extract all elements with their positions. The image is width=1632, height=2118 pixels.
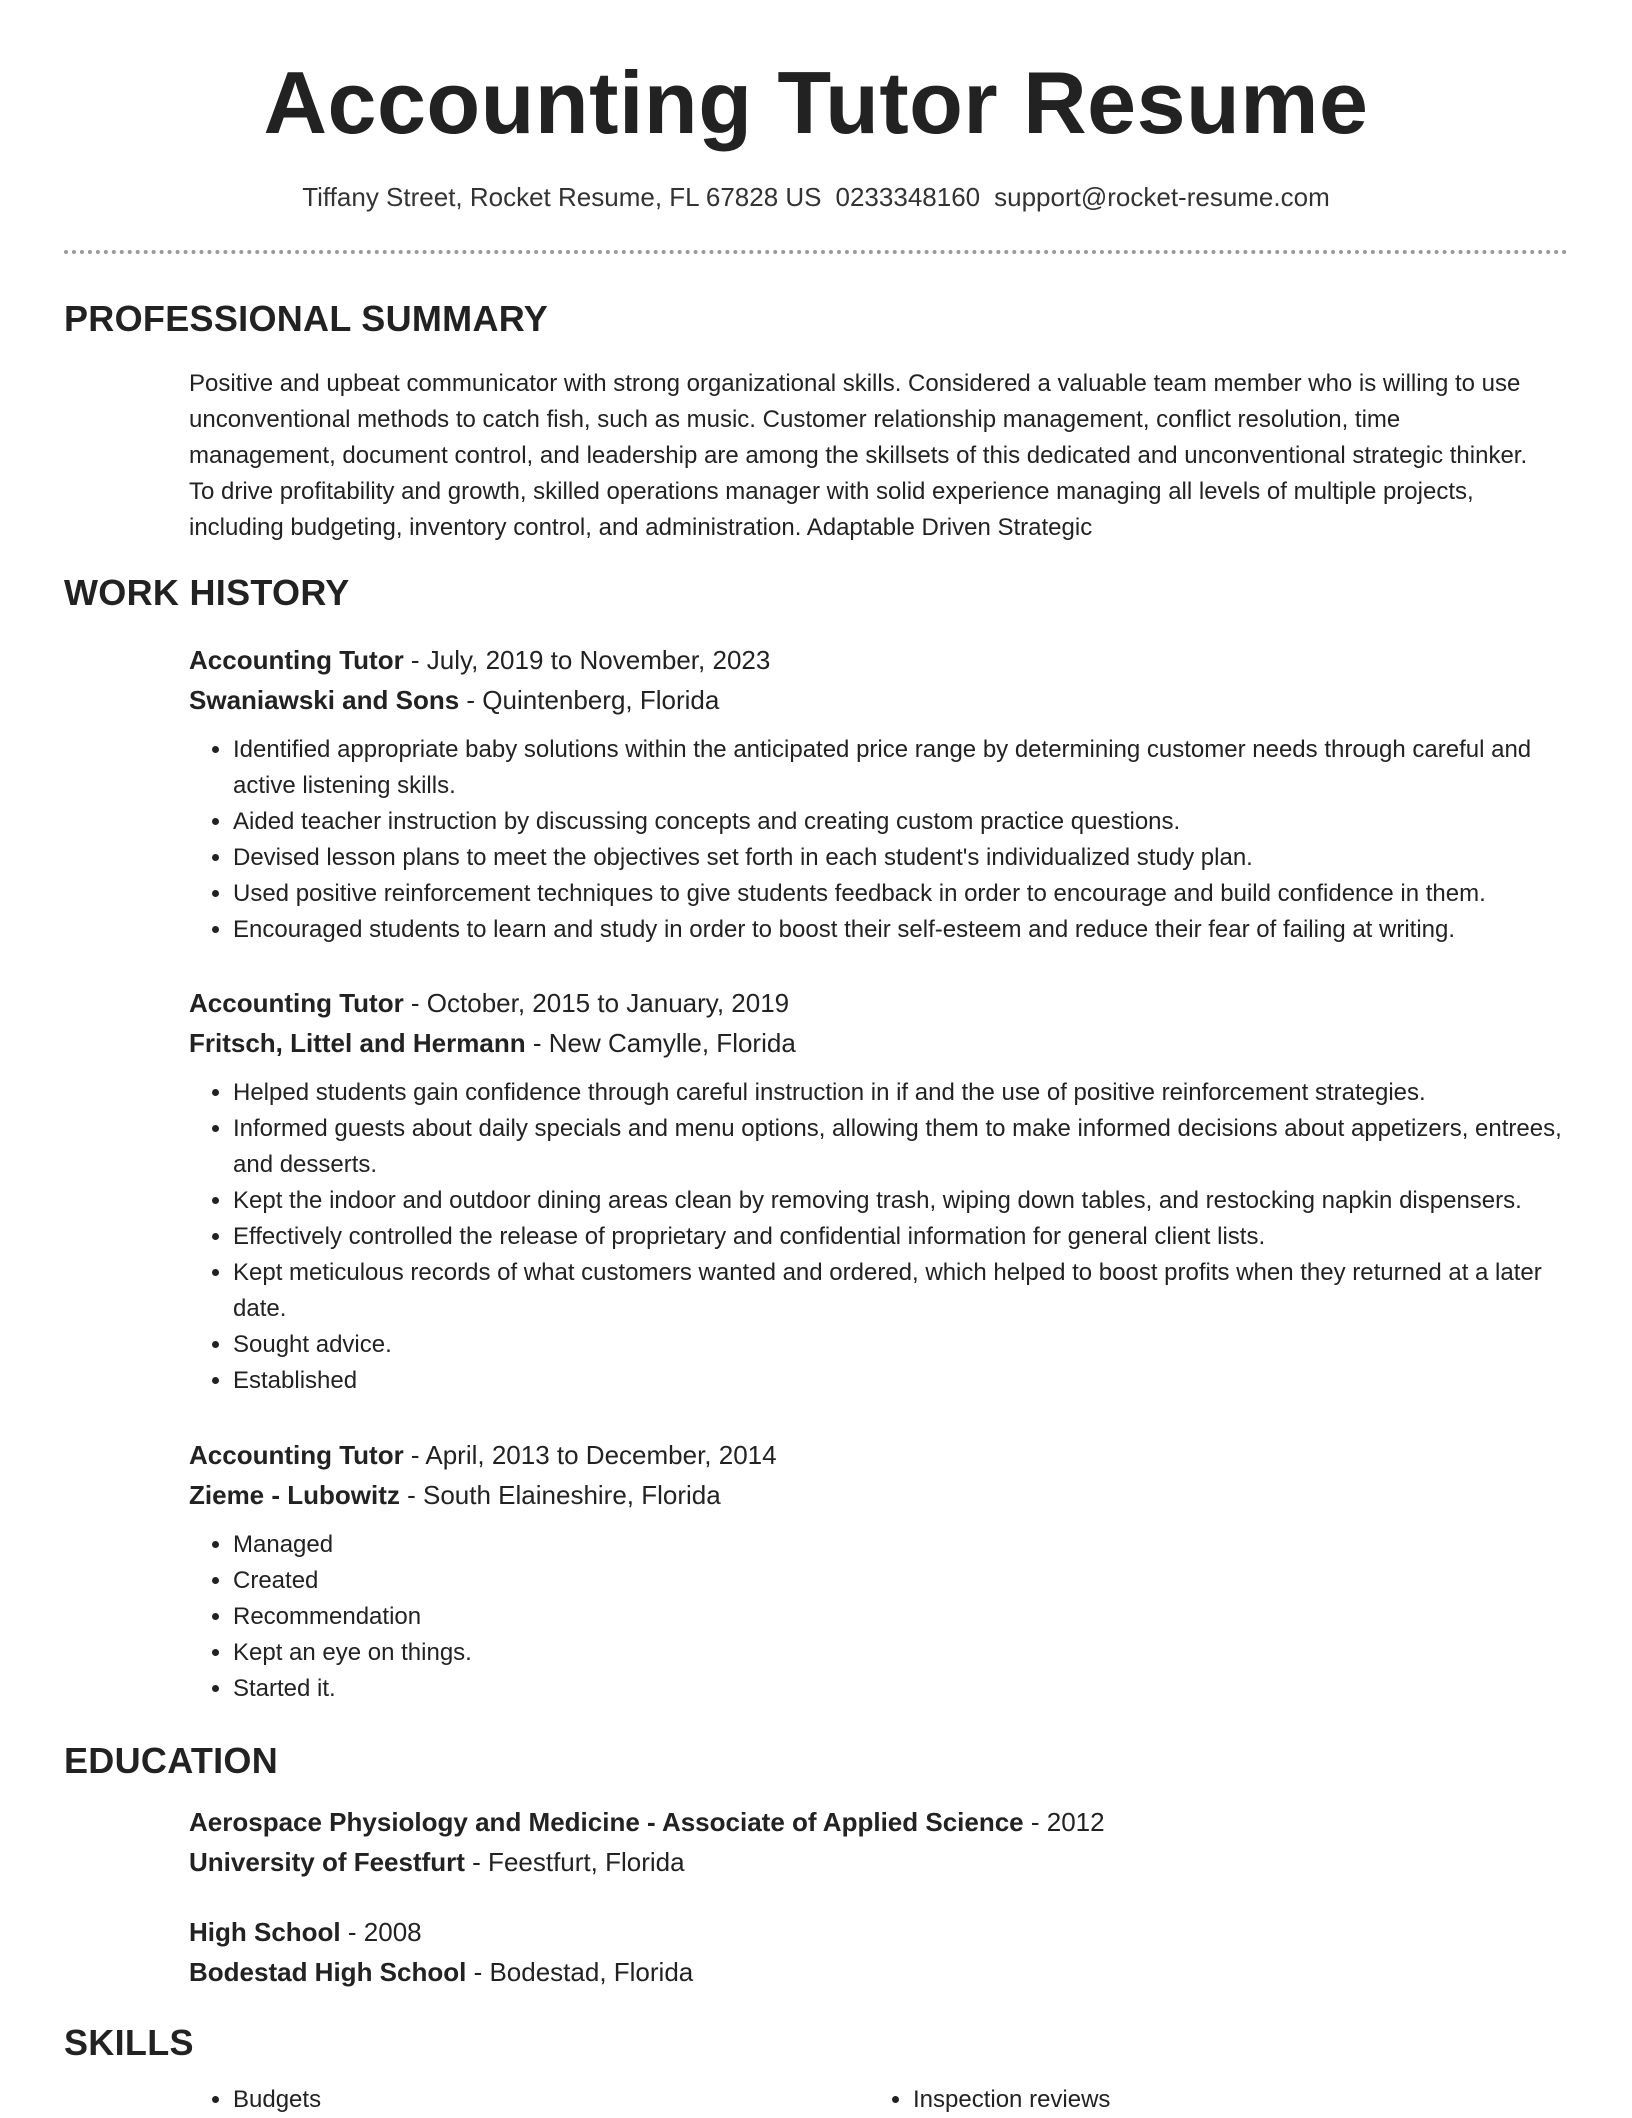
skills-column-left — [189, 2082, 869, 2118]
list-item: • Encouraged students to learn and study in order to boost their self-esteem and reduce their fear of failing at writing. — [233, 912, 1569, 948]
job-title: Accounting Tutor — [189, 645, 404, 675]
job-title-line — [189, 640, 1569, 680]
list-item: • Budgets — [233, 2082, 869, 2118]
education-degree: Aerospace Physiology and Medicine - Associate of Applied Science — [189, 1807, 1024, 1837]
education-school-line — [189, 1952, 1569, 1992]
education-year: - 2008 — [340, 1917, 422, 1947]
job-dates: - October, 2015 to January, 2019 — [403, 988, 790, 1018]
education-year: - 2012 — [1023, 1807, 1105, 1837]
list-item: • Started it. — [233, 1671, 1569, 1707]
job-entry — [189, 1435, 1569, 1707]
job-entry — [189, 983, 1569, 1399]
list-item: • Devised lesson plans to meet the objectives set forth in each student's individualized study plan. — [233, 840, 1569, 876]
job-company: Zieme - Lubowitz — [189, 1480, 400, 1510]
list-item: • Managed — [233, 1527, 1569, 1563]
job-title-line — [189, 983, 1569, 1023]
list-item: • Informed guests about daily specials and menu options, allowing them to make informed decisions about appetizers, entrees, and desserts. — [233, 1111, 1569, 1183]
job-location: - Quintenberg, Florida — [459, 685, 720, 715]
list-item: • Helped students gain confidence through careful instruction in if and the use of positive reinforcement strategies. — [233, 1075, 1569, 1111]
education-heading: EDUCATION — [64, 1740, 279, 1781]
job-bullets — [189, 732, 1569, 948]
list-item: • Created — [233, 1563, 1569, 1599]
education-degree: High School — [189, 1917, 341, 1947]
job-bullets — [189, 1075, 1569, 1399]
education-school: Bodestad High School — [189, 1957, 467, 1987]
job-dates: - April, 2013 to December, 2014 — [403, 1440, 777, 1470]
contact-line — [0, 182, 1632, 213]
job-location: - South Elaineshire, Florida — [399, 1480, 721, 1510]
job-dates: - July, 2019 to November, 2023 — [403, 645, 771, 675]
job-location: - New Camylle, Florida — [525, 1028, 796, 1058]
job-entry — [189, 640, 1569, 948]
skills-list — [189, 2082, 1569, 2118]
job-title: Accounting Tutor — [189, 988, 404, 1018]
work-history-heading: WORK HISTORY — [64, 572, 350, 613]
list-item: • Kept meticulous records of what customers wanted and ordered, which helped to boost profits when they returned at a later date. — [233, 1255, 1569, 1327]
skills-heading: SKILLS — [64, 2022, 194, 2063]
list-item: • Kept an eye on things. — [233, 1635, 1569, 1671]
list-item: • Aided teacher instruction by discussing concepts and creating custom practice questions. — [233, 804, 1569, 840]
list-item: • Inspection reviews — [913, 2082, 1549, 2118]
list-item: • Effectively controlled the release of proprietary and confidential information for general client lists. — [233, 1219, 1569, 1255]
list-item: • Kept the indoor and outdoor dining areas clean by removing trash, wiping down tables, and restocking napkin dispensers. — [233, 1183, 1569, 1219]
job-company: Swaniawski and Sons — [189, 685, 460, 715]
job-company-line — [189, 1023, 1569, 1063]
education-degree-line — [189, 1802, 1569, 1842]
list-item: • Sought advice. — [233, 1327, 1569, 1363]
job-bullets — [189, 1527, 1569, 1707]
education-school-line — [189, 1842, 1569, 1882]
list-item: • Recommendation — [233, 1599, 1569, 1635]
education-entry — [189, 1912, 1569, 1992]
skills-column-right — [869, 2082, 1549, 2118]
job-company: Fritsch, Littel and Hermann — [189, 1028, 526, 1058]
list-item: • Identified appropriate baby solutions within the anticipated price range by determining customer needs through careful and active listening skills. — [233, 732, 1569, 804]
education-school: University of Feestfurt — [189, 1847, 465, 1877]
contact-email: support@rocket-resume.com — [994, 182, 1330, 212]
contact-phone: 0233348160 — [835, 182, 981, 212]
education-location: - Feestfurt, Florida — [464, 1847, 685, 1877]
education-location: - Bodestad, Florida — [466, 1957, 694, 1987]
job-title: Accounting Tutor — [189, 1440, 404, 1470]
header-divider — [64, 250, 1568, 254]
list-item: • Used positive reinforcement techniques to give students feedback in order to encourage and build confidence in them. — [233, 876, 1569, 912]
job-company-line — [189, 680, 1569, 720]
contact-address: Tiffany Street, Rocket Resume, FL 67828 US — [302, 182, 822, 212]
summary-text: Positive and upbeat communicator with strong organizational skills. Considered a valuable team member who is willing to use unconventional methods to catch fish, such as music. Customer relationship management, conflict resolution, time management, document control, and leadership are among the skillsets of this dedicated and unconventional strategic thinker. To drive profitability and growth, skilled operations manager with solid experience managing all levels of multiple projects, including budgeting, inventory control, and administration. Adaptable Driven Strategic — [189, 370, 1528, 541]
list-item: • Established — [233, 1363, 1569, 1399]
resume-title: Accounting Tutor Resume — [263, 53, 1369, 152]
summary-heading: PROFESSIONAL SUMMARY — [64, 298, 549, 339]
job-company-line — [189, 1475, 1569, 1515]
education-degree-line — [189, 1912, 1569, 1952]
education-entry — [189, 1802, 1569, 1882]
job-title-line — [189, 1435, 1569, 1475]
